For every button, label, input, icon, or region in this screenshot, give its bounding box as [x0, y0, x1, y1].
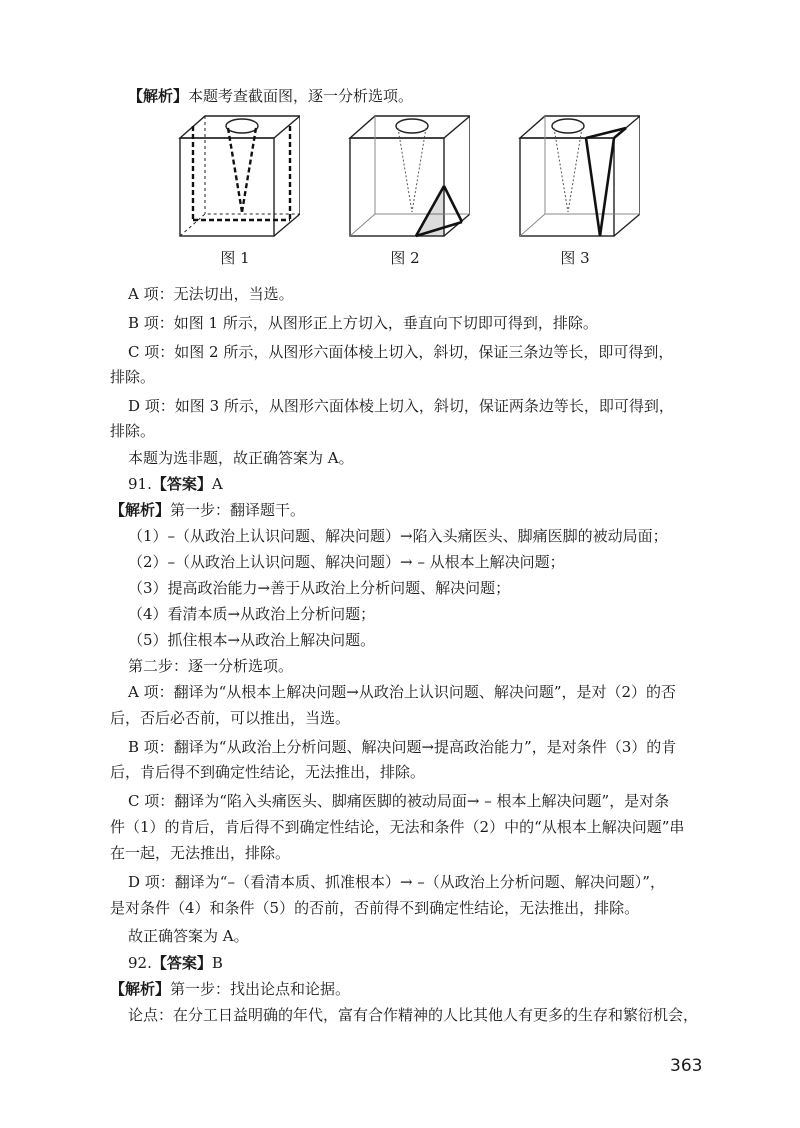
q92-step1: 第一步：找出论点和论据。: [170, 980, 351, 998]
cube-figure-2-diagram: [340, 108, 470, 248]
q90-option-d-line1: D 项：如图 3 所示，从图形六面体棱上切入，斜切，保证两条边等长，即可得到，: [128, 397, 674, 415]
figure-1-caption: 图 1: [220, 249, 250, 267]
q91-step1: 第一步：翻译题干。: [170, 501, 306, 519]
q91-option-d-line1: D 项：翻译为“–（看清本质、抓准根本）→ –（从政治上分析问题、解决问题）”，: [128, 873, 665, 891]
q91-item-5: （5）抓住根本→从政治上解决问题。: [128, 631, 376, 649]
figure-3: [510, 108, 640, 276]
q90-option-a: A 项：无法切出，当选。: [128, 285, 294, 303]
q91-option-a-line2: 后，否后必否前，可以推出，当选。: [110, 709, 351, 727]
q91-item-2: （2）–（从政治上认识问题、解决问题）→ – 从根本上解决问题；: [128, 553, 565, 571]
analysis-heading: [128, 86, 413, 106]
cube-figure-1-diagram: [170, 108, 300, 248]
q90-option-c-line2: 排除。: [110, 368, 156, 386]
q92-analysis-line: [110, 979, 350, 999]
q91-analysis-line: [110, 500, 305, 520]
q92-answer-line: [128, 953, 223, 973]
q91-option-b-line2: 后，肯后得不到确定性结论，无法推出，排除。: [110, 763, 426, 781]
page-number: 363: [670, 1056, 703, 1076]
q92-thesis: 论点：在分工日益明确的年代，富有合作精神的人比其他人有更多的生存和繁衍机会，: [128, 1006, 699, 1024]
q90-option-b: B 项：如图 1 所示，从图形正上方切入，垂直向下切即可得到，排除。: [128, 314, 598, 332]
figure-2: [340, 108, 470, 276]
q91-number: 91.: [128, 475, 152, 493]
q91-item-1: （1）–（从政治上认识问题、解决问题）→陷入头痛医头、脚痛医脚的被动局面；: [128, 527, 668, 545]
q90-option-d-line2: 排除。: [110, 422, 156, 440]
q92-answer: B: [211, 954, 223, 972]
q92-number: 92.: [128, 954, 152, 972]
q91-option-c-line2: 件（1）的肯后，肯后得不到确定性结论，无法和条件（2）中的“从根本上解决问题”串: [110, 818, 685, 836]
q91-conclusion: 故正确答案为 A。: [128, 927, 249, 945]
q91-item-3: （3）提高政治能力→善于从政治上分析问题、解决问题；: [128, 579, 511, 597]
cube-figure-3-diagram: [510, 108, 640, 248]
q91-answer-label: 【答案】: [151, 475, 212, 493]
q90-conclusion: 本题为选非题，故正确答案为 A。: [128, 449, 354, 467]
analysis-heading-text: 本题考查截面图，逐一分析选项。: [188, 87, 414, 105]
q91-answer-line: [128, 474, 223, 494]
q91-option-b-line1: B 项：翻译为“从政治上分析问题、解决问题→提高政治能力”，是对条件（3）的肯: [128, 738, 677, 756]
q91-answer: A: [211, 475, 223, 493]
figure-2-caption: 图 2: [390, 249, 420, 267]
figure-row: [170, 108, 660, 276]
figure-3-caption: 图 3: [560, 249, 590, 267]
q91-option-a-line1: A 项：翻译为“从根本上解决问题→从政治上认识问题、解决问题”，是对（2）的否: [128, 683, 677, 701]
q91-analysis-label: 【解析】: [110, 501, 171, 519]
analysis-label: 【解析】: [128, 87, 189, 105]
q91-step2: 第二步：逐一分析选项。: [128, 657, 294, 675]
q92-analysis-label: 【解析】: [110, 980, 171, 998]
q92-answer-label: 【答案】: [151, 954, 212, 972]
q91-item-4: （4）看清本质→从政治上分析问题；: [128, 605, 376, 623]
q91-option-c-line1: C 项：翻译为“陷入头痛医头、脚痛医脚的被动局面→ – 根本上解决问题”，是对条: [128, 792, 670, 810]
q90-option-c-line1: C 项：如图 2 所示，从图形六面体棱上切入，斜切，保证三条边等长，即可得到，: [128, 343, 674, 361]
q91-option-d-line2: 是对条件（4）和条件（5）的否前，否前得不到确定性结论，无法推出，排除。: [110, 899, 640, 917]
q91-option-c-line3: 在一起，无法推出，排除。: [110, 844, 291, 862]
figure-1: [170, 108, 300, 276]
